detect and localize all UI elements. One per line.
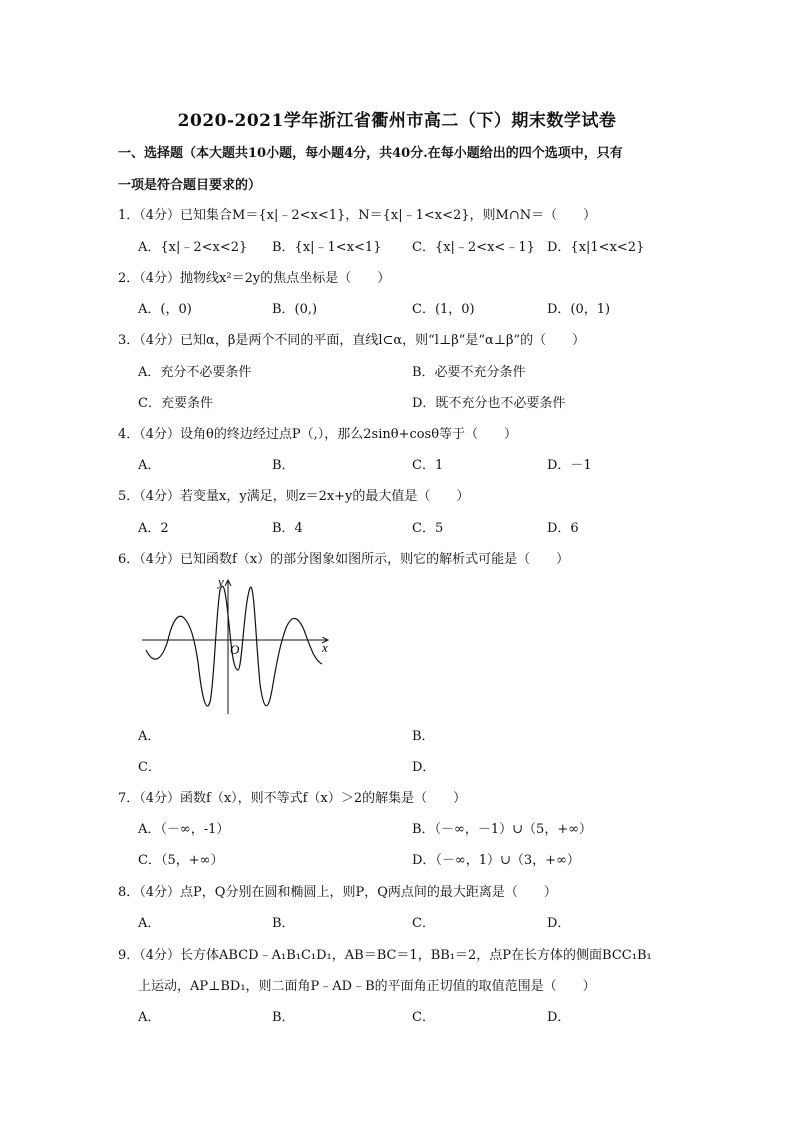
question-5-option-a: A．2 [138, 521, 169, 536]
exam-title: 2020-2021学年浙江省衢州市高二（下）期末数学试卷 [177, 111, 617, 131]
question-3-option-d: D．既不充分也不必要条件 [412, 396, 566, 411]
question-9-option-a: A． [138, 1010, 161, 1025]
question-5-option-d: D．6 [547, 521, 579, 536]
question-6-option-b: B． [412, 729, 435, 744]
question-9-option-d: D． [547, 1010, 571, 1025]
section-heading-line1: 一、选择题（本大题共10小题，每小题4分，共40分.在每小题给出的四个选项中，只有 [118, 146, 623, 161]
question-8-option-c: C． [412, 916, 435, 931]
y-axis-label: y [218, 574, 224, 589]
question-3-stem: 3．（4分）已知α，β是两个不同的平面，直线l⊂α，则“l⊥β”是“α⊥β”的（ ） [118, 333, 586, 348]
question-2-option-a: A．(，0) [138, 302, 192, 317]
question-2-option-b: B．(0,) [272, 302, 318, 317]
question-1-option-d: D．{x|1<x<2} [547, 240, 645, 255]
function-graph-figure [140, 574, 336, 720]
question-4-option-d: D．－1 [547, 458, 592, 473]
section-heading-line2: 一项是符合题目要求的） [118, 178, 262, 193]
function-graph-svg [140, 574, 336, 720]
question-7-stem: 7．（4分）函数f（x），则不等式f（x）＞2的解集是（ ） [118, 791, 467, 806]
question-6-option-c: C． [138, 760, 161, 775]
question-7-option-b: B．（－∞，－1）∪（5，+∞） [412, 822, 593, 837]
question-6-stem: 6．（4分）已知函数f（x）的部分图象如图所示，则它的解析式可能是（ ） [118, 552, 570, 567]
question-1-option-b: B．{x|﹣1<x<1} [272, 240, 382, 255]
question-6-option-d: D． [412, 760, 436, 775]
question-1-option-a: A．{x|﹣2<x<2} [138, 240, 248, 255]
question-3-option-b: B．必要不充分条件 [412, 365, 526, 380]
question-4-option-a: A． [138, 458, 161, 473]
question-9-stem: 9．（4分）长方体ABCD﹣A₁B₁C₁D₁，AB＝BC＝1，BB₁＝2，点P在长方体的侧面BCC₁B₁ [118, 948, 652, 963]
question-7-option-c: C．（5，+∞） [138, 853, 224, 868]
question-8-option-a: A． [138, 916, 161, 931]
question-3-option-c: C．充要条件 [138, 396, 213, 411]
question-6-option-a: A． [138, 729, 161, 744]
question-3-option-a: A．充分不必要条件 [138, 365, 252, 380]
question-1-option-c: C．{x|﹣2<x<﹣1} [412, 240, 535, 255]
question-5-option-c: C．5 [412, 521, 444, 536]
x-axis-label: x [322, 640, 328, 655]
question-5-stem: 5．（4分）若变量x，y满足，则z＝2x+y的最大值是（ ） [118, 489, 470, 504]
question-4-option-b: B． [272, 458, 295, 473]
question-9-option-b: B． [272, 1010, 295, 1025]
question-8-option-d: D． [547, 916, 571, 931]
question-7-option-d: D．（－∞，1）∪（3，+∞） [412, 853, 580, 868]
question-9-option-c: C． [412, 1010, 435, 1025]
question-2-option-c: C．(1，0) [412, 302, 475, 317]
origin-label: O [230, 642, 240, 657]
question-9-stem-continued: 上运动，AP⊥BD₁，则二面角P﹣AD﹣B的平面角正切值的取值范围是（ ） [138, 979, 596, 994]
question-8-option-b: B． [272, 916, 295, 931]
question-2-option-d: D．(0，1) [547, 302, 611, 317]
question-2-stem: 2．（4分）抛物线x²＝2y的焦点坐标是（ ） [118, 271, 391, 286]
question-4-option-c: C．1 [412, 458, 444, 473]
question-8-stem: 8．（4分）点P，Q分别在圆和椭圆上，则P，Q两点间的最大距离是（ ） [118, 885, 557, 900]
question-4-stem: 4．（4分）设角θ的终边经过点P（,），那么2sinθ+cosθ等于（ ） [118, 427, 518, 442]
question-1-stem: 1．（4分）已知集合M＝{x|﹣2<x<1}，N＝{x|﹣1<x<2}，则M∩N＝（ ） [118, 208, 597, 223]
question-5-option-b: B．4 [272, 521, 303, 536]
question-7-option-a: A．（－∞，-1） [138, 822, 230, 837]
